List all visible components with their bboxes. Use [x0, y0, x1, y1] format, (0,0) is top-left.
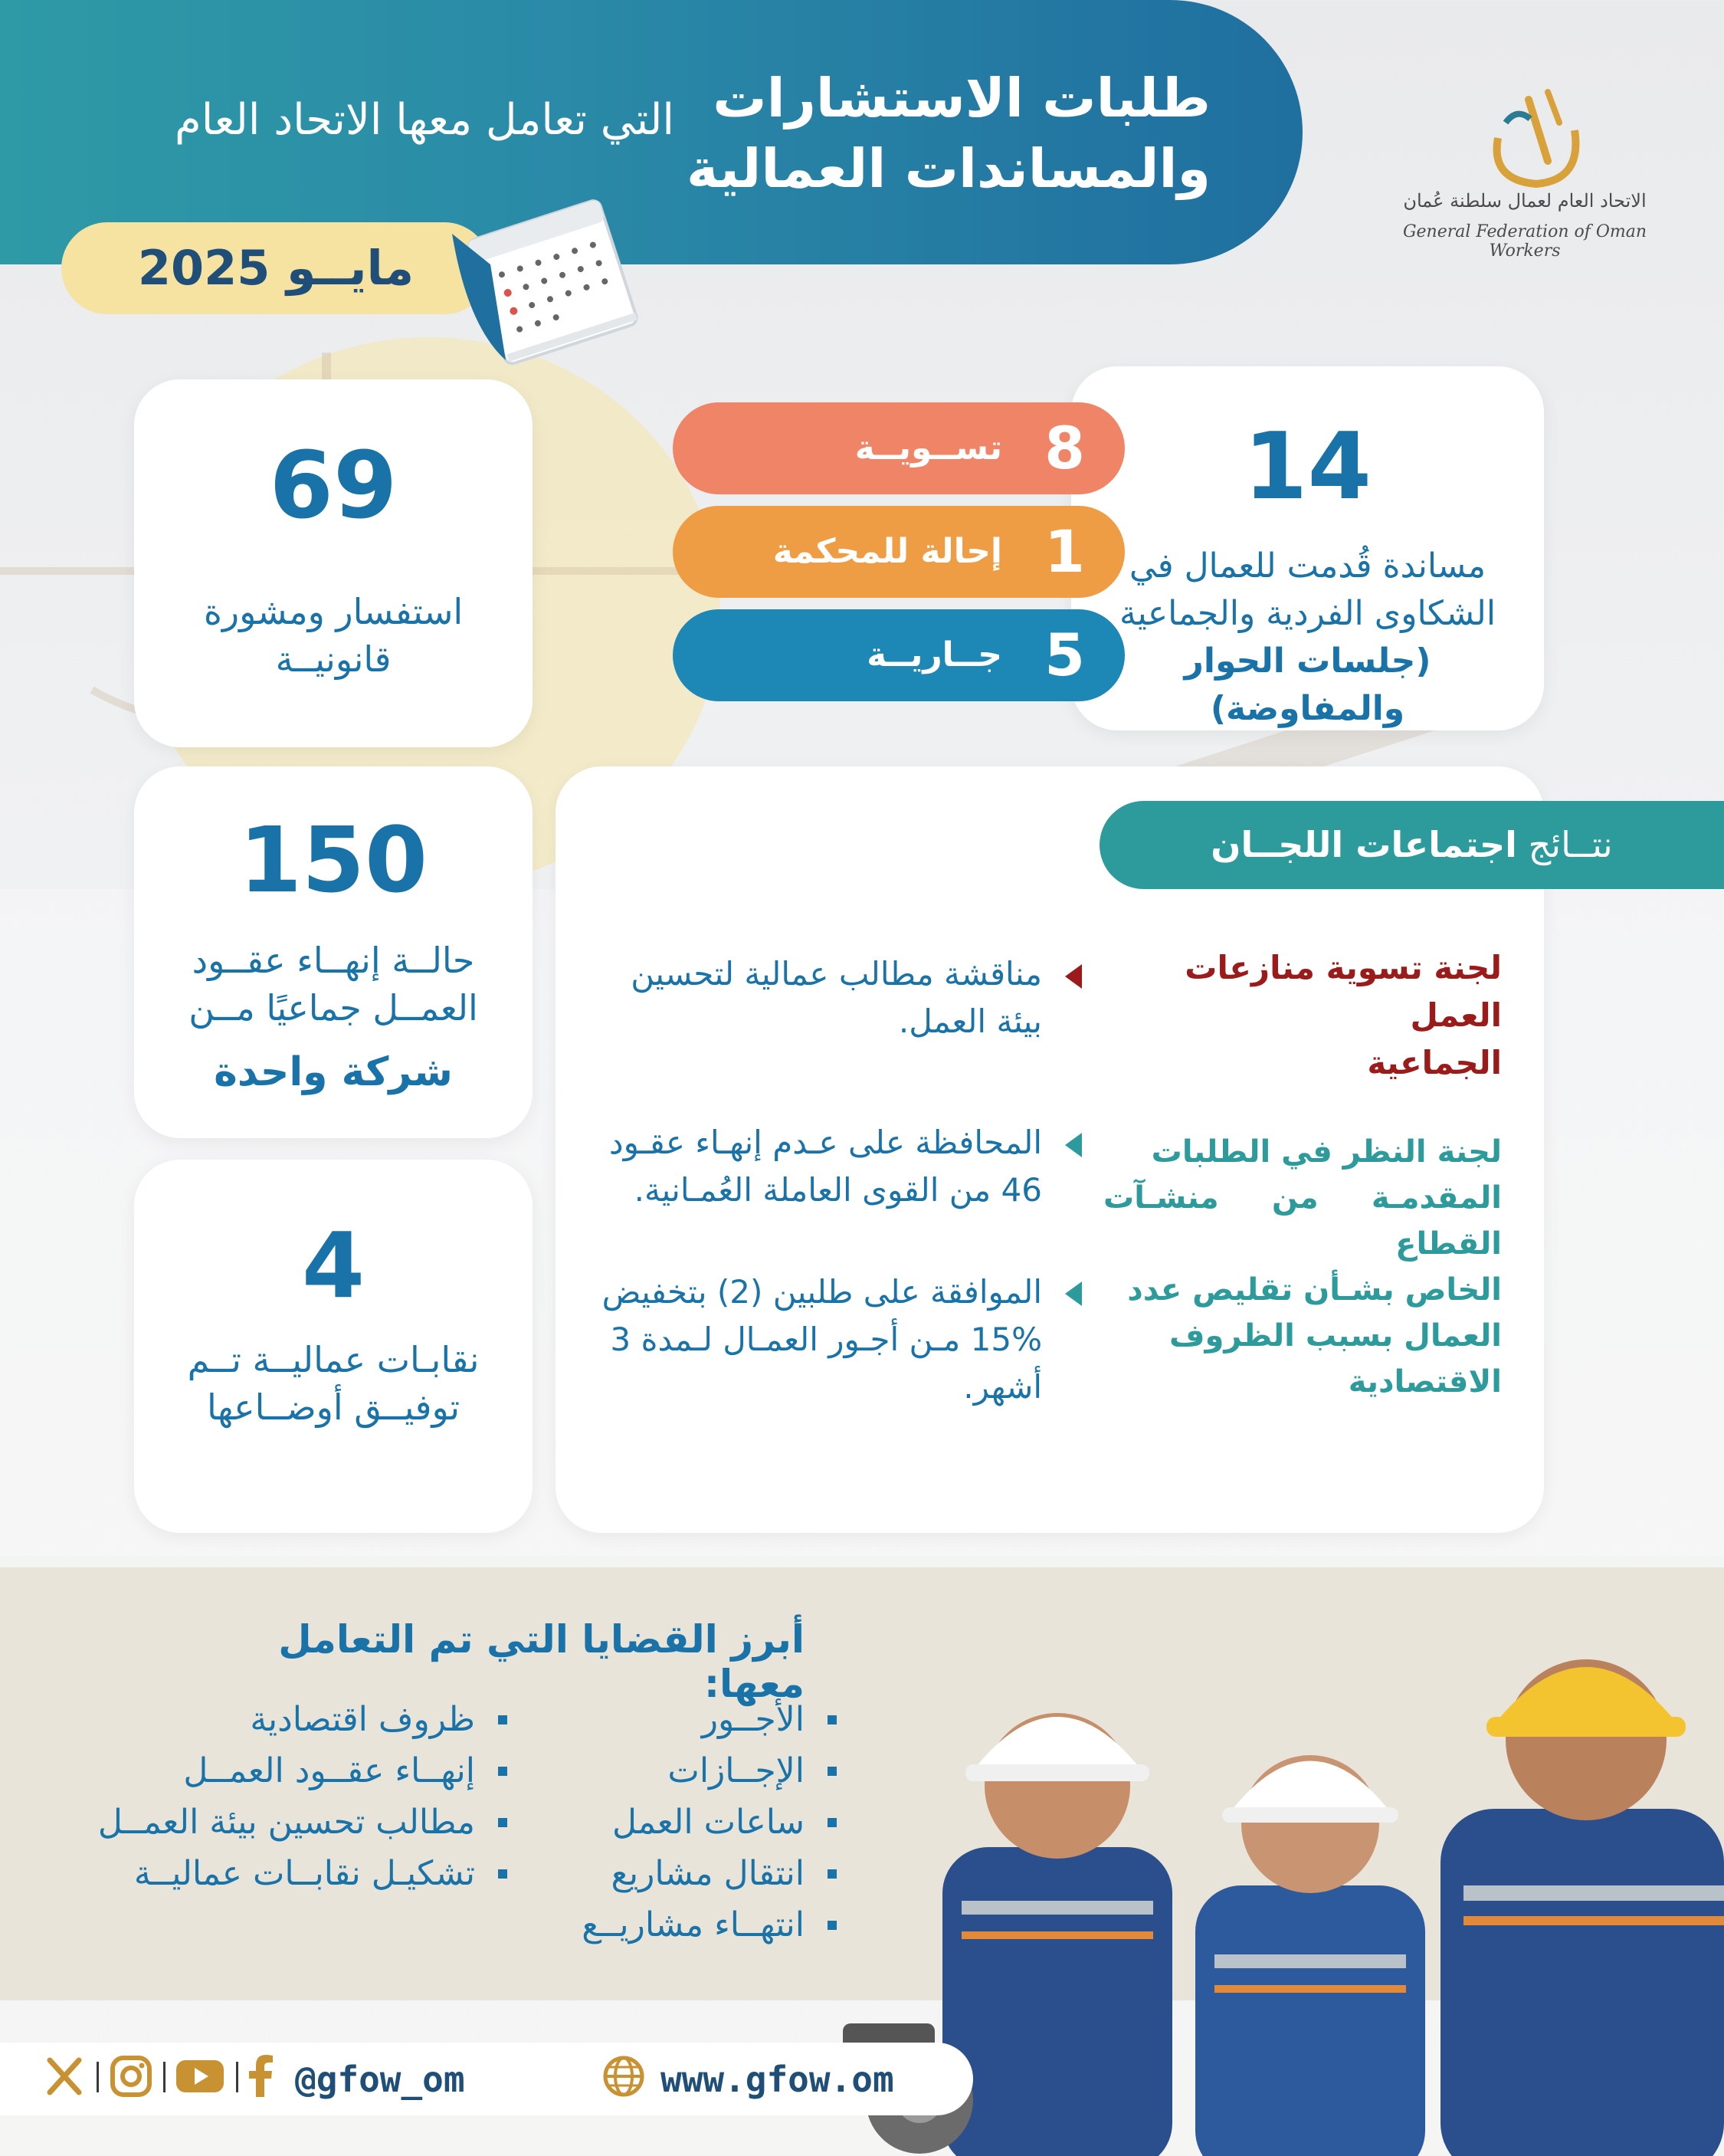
breakdown-settlement-pill	[673, 402, 1125, 494]
issue-item: ساعات العمل	[536, 1797, 843, 1848]
committee-2-item-2-line-1: الموافقة على طلبين (2) بتخفيض	[601, 1273, 1042, 1311]
facebook-icon[interactable]	[245, 2054, 276, 2099]
globe-icon	[601, 2054, 646, 2099]
federation-logo	[1475, 77, 1598, 192]
issue-item: إنهــاء عقــود العمــل	[84, 1745, 513, 1797]
title-line-1: طلبات الاستشارات	[713, 67, 1211, 130]
committee-2-item-1-line-2: 46 من القوى العاملة العُمـانية.	[634, 1171, 1042, 1209]
committee-2-item-2-bullet-icon	[1065, 1281, 1082, 1306]
terminations-label-line-2: العمــل جماعيًا مــن	[188, 987, 478, 1029]
consultations-card	[134, 379, 533, 747]
consultations-number: 69	[269, 433, 398, 540]
unions-label	[157, 1336, 510, 1431]
unions-card	[134, 1160, 533, 1533]
unions-label-line-1: نقابـات عماليــة تــم	[187, 1339, 480, 1380]
terminations-label-line-1: حالــة إنهــاء عقــود	[192, 940, 475, 981]
logo-name-en: General Federation of Oman Workers	[1402, 222, 1647, 261]
support-label-line-2: الشكاوى الفردية والجماعية	[1119, 594, 1496, 633]
committees-tag-main: اجتماعات اللجــان	[1211, 824, 1517, 865]
support-label	[1087, 543, 1529, 733]
calendar-icon	[452, 188, 644, 372]
committee-2-name-line-3: الخاص بشـأن تقليص عدد	[1127, 1272, 1502, 1308]
website-link[interactable]: www.gfow.om	[660, 2059, 894, 2100]
issue-item: انتهــاء مشاريــع	[536, 1899, 843, 1951]
committee-1-item	[582, 950, 1042, 1045]
court-count: 1	[1044, 517, 1085, 586]
issue-item: ظروف اقتصادية	[84, 1694, 513, 1745]
committee-2-item-2-line-2: 15% مـن أجـور العمـال لـمدة 3	[610, 1321, 1042, 1358]
committees-tag-prefix: نتــائج	[1528, 824, 1613, 865]
committee-1-name-line-1: لجنة تسوية منازعات العمل	[1185, 949, 1502, 1034]
terminations-card	[134, 766, 533, 1138]
social-divider	[236, 2062, 238, 2092]
support-number: 14	[1244, 414, 1372, 520]
committee-2-name-line-4: العمال بسبب الظروف	[1168, 1318, 1502, 1354]
committee-1-item-line-1: مناقشة مطالب عمالية لتحسين	[631, 955, 1042, 993]
instagram-icon[interactable]	[109, 2054, 153, 2099]
issue-item: تشكيـل نقابــات عماليــة	[84, 1848, 513, 1899]
committees-tag	[1100, 801, 1724, 889]
terminations-number: 150	[238, 807, 428, 913]
committee-2-name	[1103, 1129, 1502, 1405]
committee-2-item-1-line-1: المحافظة على عـدم إنهـاء عقـود	[608, 1124, 1042, 1161]
committee-1-name-line-2: الجماعية	[1367, 1044, 1502, 1081]
issue-item: مطالب تحسين بيئة العمــل	[84, 1797, 513, 1848]
ongoing-count: 5	[1044, 621, 1085, 689]
committee-1-bullet-icon	[1065, 964, 1082, 989]
committee-1-item-line-2: بيئة العمل.	[898, 1003, 1042, 1040]
breakdown-court-pill	[673, 506, 1125, 598]
committee-2-name-line-1: لجنة النظر في الطلبات	[1151, 1134, 1502, 1170]
terminations-label	[157, 937, 510, 1096]
issue-item: الأجــور	[536, 1694, 843, 1745]
social-handle-link[interactable]: @gfow_om	[295, 2059, 465, 2100]
committee-2-name-line-5: الاقتصادية	[1348, 1364, 1502, 1400]
unions-number: 4	[301, 1213, 365, 1318]
issue-item: انتقال مشاريع	[536, 1848, 843, 1899]
social-divider	[163, 2062, 166, 2092]
month-badge: مايــو 2025	[61, 222, 490, 314]
breakdown-ongoing-pill	[673, 609, 1125, 701]
settlement-count: 8	[1044, 414, 1085, 482]
support-card	[1071, 366, 1544, 730]
issues-list-col-2	[84, 1694, 513, 1899]
committee-2-item-2	[582, 1268, 1042, 1411]
committee-2-item-2-line-3: أشهر.	[963, 1368, 1042, 1406]
title-line-2: والمساندات العمالية	[687, 137, 1211, 200]
page-subtitle: التي تعامل معها الاتحاد العام	[175, 95, 674, 145]
committee-2-item-1	[582, 1119, 1042, 1214]
social-divider	[97, 2062, 99, 2092]
consultations-label	[157, 588, 510, 683]
settlement-label: تســويــة	[854, 428, 1002, 468]
consultations-label-line-2: قانونيــة	[275, 638, 392, 680]
consultations-label-line-1: استفسار ومشورة	[203, 591, 464, 632]
committee-2-name-line-2: المقدمـة من منشـآت القطاع	[1103, 1180, 1502, 1262]
support-label-line-3: (جلسات الحوار والمفاوضة)	[1184, 642, 1431, 728]
committee-2-item-1-bullet-icon	[1065, 1133, 1082, 1157]
youtube-icon[interactable]	[175, 2054, 225, 2099]
ongoing-label: جــاريــة	[867, 635, 1002, 674]
x-twitter-icon[interactable]	[42, 2054, 87, 2099]
court-label: إحالة للمحكمة	[772, 532, 1002, 571]
issues-title: أبرز القضايا التي تم التعامل معها:	[278, 1617, 805, 1706]
unions-label-line-2: توفيــق أوضــاعها	[206, 1386, 460, 1428]
support-label-line-1: مساندة قُدمت للعمال في	[1129, 546, 1486, 586]
issue-item: الإجــازات	[536, 1745, 843, 1797]
issues-list-col-1	[536, 1694, 843, 1951]
logo-name-ar: الاتحاد العام لعمال سلطنة عُمان	[1403, 190, 1647, 212]
page-title	[674, 63, 1211, 204]
terminations-label-line-3: شركة واحدة	[214, 1049, 453, 1095]
committee-1-name	[1103, 944, 1502, 1087]
